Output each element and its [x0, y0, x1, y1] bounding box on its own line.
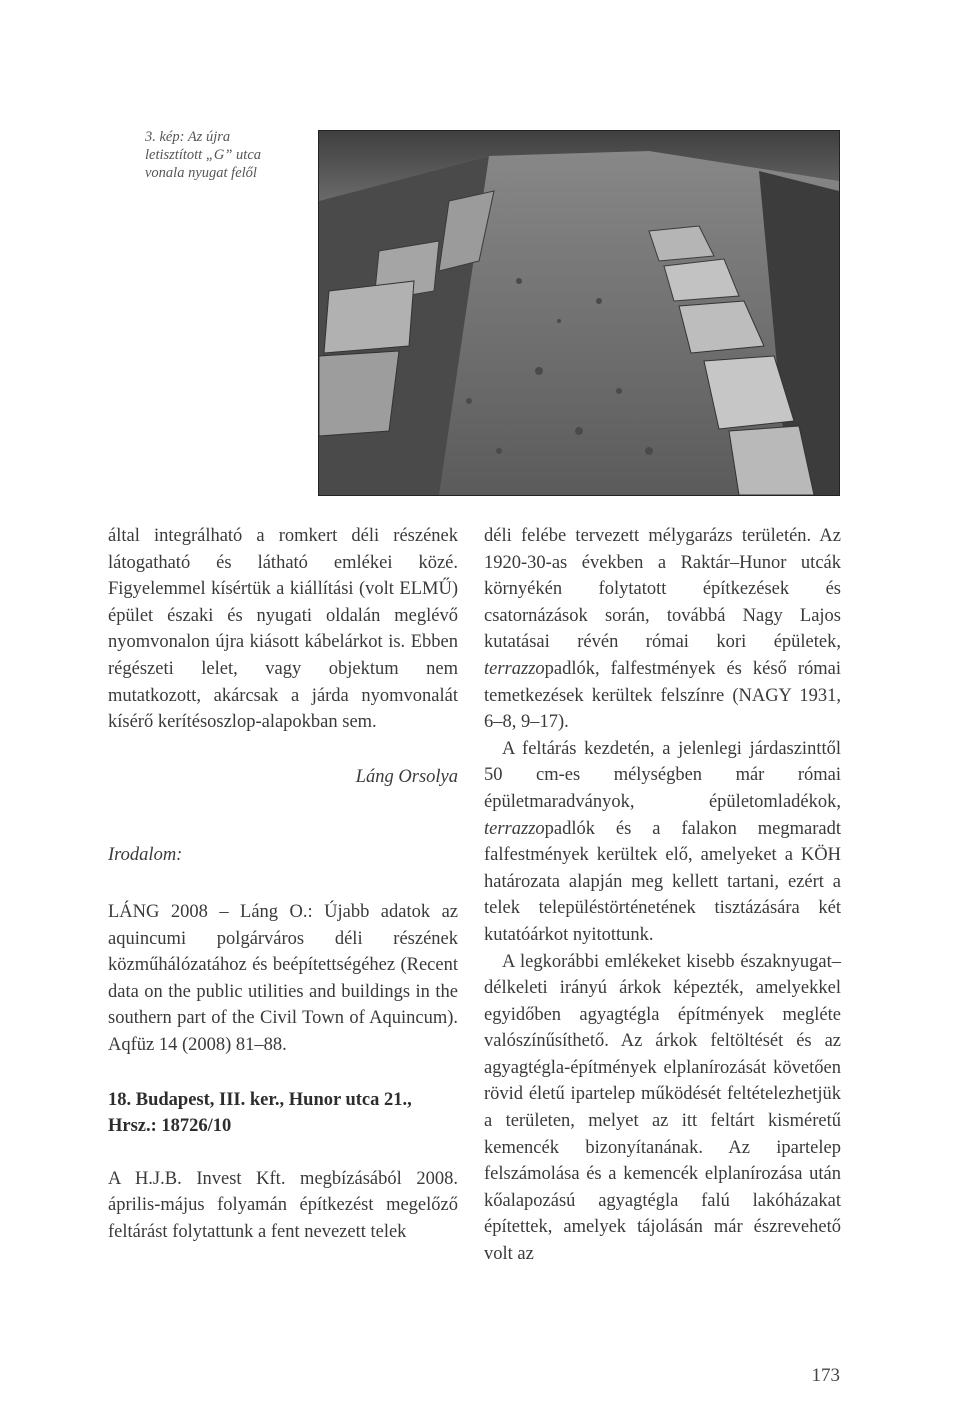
section-heading: 18. Budapest, III. ker., Hunor utca 21., Hrsz.: 18726/10 [108, 1089, 412, 1137]
right-column [484, 523, 841, 1268]
body-paragraph: A legkorábbi emlékeket kisebb északnyugat–délkeleti irányú árkok képezték, amelyekkel egyidőben agyagtégla építmények megléte valószínűsíthető. Az árkok feltöltését és az agyagtégla-építmények elplanírozását követően rövid életű ipartelep működését feltételezhetjük a területen, melyet az itt feltárt kisméretű kemencék bizonyítanának. Az ipartelep felszámolása és a kemencék elplanírozása után kőalapozású agyagtégla falú lakóházakat építettek, amelyek tájolásán már észrevehető volt az [484, 951, 841, 1265]
caption-line: letisztított „G” utca [145, 147, 262, 163]
text-run: padlók, falfestmények és késő római temetkezések kerültek felszínre (NAGY 1931, 6–8, 9–17). [484, 658, 841, 733]
caption-line: 3. kép: Az újra [145, 129, 231, 145]
excavation-photo [318, 130, 840, 496]
author-signature: Láng Orsolya [355, 766, 458, 787]
caption-line: vonala nyugat felől [145, 165, 257, 181]
italic-term: terrazzo [484, 658, 545, 679]
figure-caption [145, 128, 295, 182]
literature-label: Irodalom: [108, 845, 183, 866]
text-run: A feltárás kezdetén, a jelenlegi járdaszinttől 50 cm-es mélységben már római épületmaradványok, épületomladékok, [484, 738, 841, 812]
text-run: déli felébe tervezett mélygarázs területén. Az 1920-30-as években a Raktár–Hunor utcák környékén folytatott építkezések és csatornázások során, továbbá Nagy Lajos kutatásai révén római kori épületek, [484, 526, 841, 653]
page-number: 173 [811, 1365, 840, 1386]
excavation-photo-drawing [319, 131, 839, 495]
body-paragraph: által integrálható a romkert déli részének látogatható és látható emlékei közé. Figyelemmel kísértük a kiállítási (volt ELMŰ) épület északi és nyugati oldalán meglévő nyomvonalon újra kiásott kábelárkot is. Ebben régészeti lelet, vagy objektum nem mutatkozott, akárcsak a járda nyomvonalát kísérő kerítésoszlop-alapokban sem. [108, 526, 458, 733]
body-paragraph [484, 736, 841, 949]
italic-term: terrazzo [484, 818, 545, 839]
literature-reference: LÁNG 2008 – Láng O.: Újabb adatok az aquincumi polgárváros déli részének közműhálózatához és beépítettségéhez (Recent data on the public utilities and buildings in the southern part of the Civil Town of Aquincum). Aqfüz 14 (2008) 81–88. [108, 901, 458, 1055]
text-run: padlók és a falakon megmaradt falfestmények kerültek elő, amelyeket a KÖH határozata alapján meg kellett tartani, ezért a telek településtörténetének tisztázására két kutatóárkot nyitottunk. [484, 818, 841, 945]
left-column [108, 523, 458, 1245]
body-paragraph [484, 523, 841, 736]
body-paragraph: A H.J.B. Invest Kft. megbízásából 2008. április-május folyamán építkezést megelőző feltárást folytattunk a fent nevezett telek [108, 1168, 458, 1242]
